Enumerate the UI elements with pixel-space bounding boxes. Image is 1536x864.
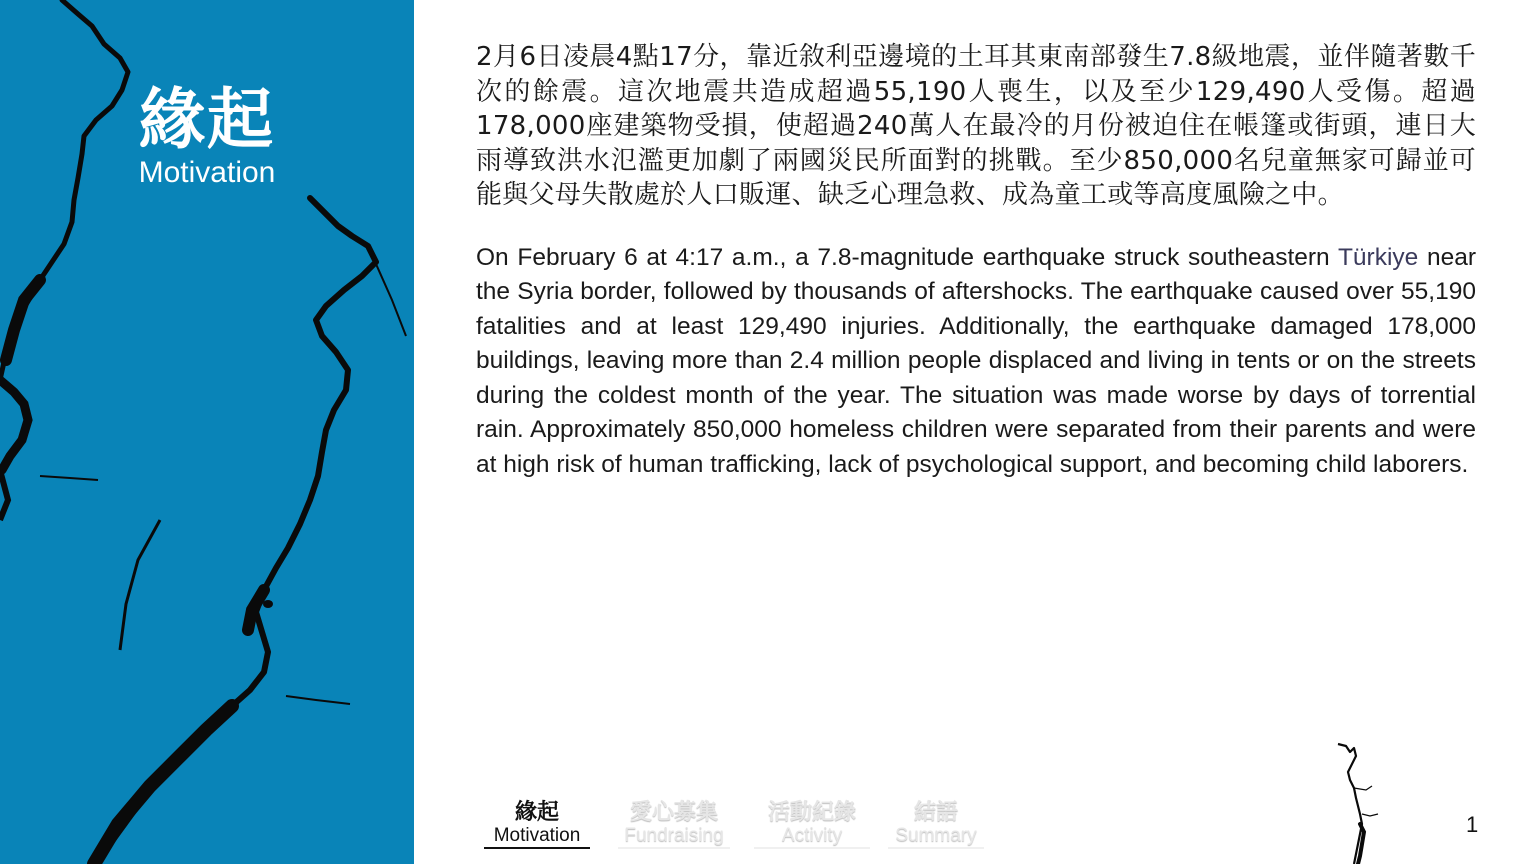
nav-activity[interactable] bbox=[754, 800, 870, 849]
nav-fundraising[interactable] bbox=[618, 800, 730, 849]
nav-label-en: Motivation bbox=[493, 825, 581, 846]
paragraph-english-part1: On February 6 at 4:17 a.m., a 7.8-magnitude earthquake struck southeastern bbox=[476, 243, 1338, 271]
main-content bbox=[476, 40, 1476, 483]
nav-label-zh: 活動紀錄 bbox=[767, 800, 856, 825]
nav-summary[interactable] bbox=[888, 800, 984, 849]
page-number: 1 bbox=[1466, 812, 1479, 837]
small-crack-icon bbox=[1336, 740, 1386, 864]
paragraph-english-part2: near the Syria border, followed by thousands of aftershocks. The earthquake caused over 55,190 fatalities and at least 129,490 injuries. Additionally, the earthquake damaged 178,000 buildings, leaving more than 2.4 million people displaced and living in tents or on the streets during the coldest month of the year. The situation was made worse by days of torrential rain. Approximately 850,000 homeless children were separated from their parents and were at high risk of human trafficking, lack of psychological support, and becoming child laborers. bbox=[476, 243, 1476, 479]
country-name: Türkiye bbox=[1337, 243, 1419, 271]
section-title-zh: 緣起 bbox=[139, 81, 275, 158]
paragraph-chinese: 2月6日凌晨4點17分，靠近敘利亞邊境的土耳其東南部發生7.8級地震，並伴隨著數千次的餘震。這次地震共造成超過55,190人喪生，以及至少129,490人受傷。超過178,000座建築物受損，使超過240萬人在最冷的月份被迫住在帳篷或街頭，連日大雨導致洪水氾濫更加劇了兩國災民所面對的挑戰。至少850,000名兒童無家可歸並可能與父母失散處於人口販運、缺乏心理急救、成為童工或等高度風險之中。 bbox=[476, 42, 1476, 210]
nav-motivation[interactable] bbox=[484, 800, 590, 849]
section-title bbox=[120, 80, 294, 190]
nav-label-en: Activity bbox=[781, 825, 843, 846]
nav-label-en: Summary bbox=[895, 825, 977, 846]
nav-label-zh: 結語 bbox=[913, 800, 958, 825]
nav-label-en: Fundraising bbox=[624, 825, 724, 846]
paragraph-english bbox=[476, 241, 1476, 483]
nav-label-zh: 緣起 bbox=[514, 800, 559, 825]
nav-label-zh: 愛心募集 bbox=[629, 800, 718, 825]
left-panel bbox=[0, 0, 414, 864]
section-title-en: Motivation bbox=[138, 156, 276, 189]
